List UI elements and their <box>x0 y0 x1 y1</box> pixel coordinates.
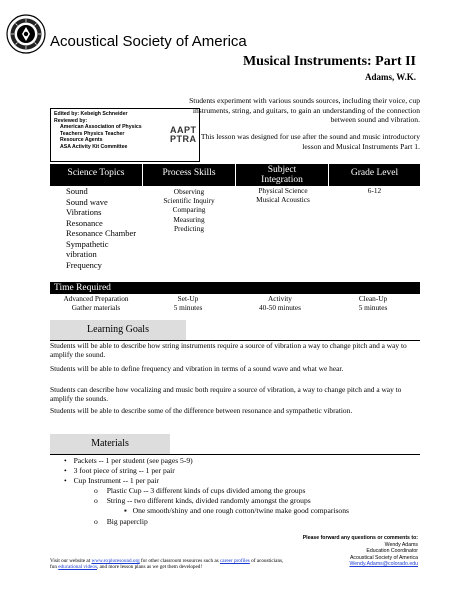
aapt-logo-line2: PTRA <box>170 134 197 144</box>
material-item: • 3 foot piece of string -- 1 per pair <box>64 466 175 475</box>
footer-visit-suffix: , and more lesson plans as we get them developed! <box>96 564 203 571</box>
header-process-skills: Process Skills <box>162 168 216 178</box>
time-value-cleanup: 5 minutes <box>358 303 388 313</box>
learning-goal: Students will be able to describe how string instruments require a source of vibration a way to change pitch and a way to amplify the sound. <box>50 341 407 360</box>
divider <box>50 454 420 455</box>
science-topic: Vibrations <box>66 207 102 217</box>
time-header-prep: Advanced Preparation <box>63 294 129 303</box>
process-skill: Measuring <box>173 214 205 224</box>
science-topic: vibration <box>66 249 97 259</box>
material-sub-sub-item: ▪ One smooth/shiny and one rough cotton/twine make good comparisons <box>124 506 349 515</box>
learning-goal: Students will be able to describe some of the difference between resonance and sympathetic vibration. <box>50 406 353 415</box>
time-prep <box>50 294 142 313</box>
organization-name: Acoustical Society of America <box>50 33 247 50</box>
footer-contact <box>303 535 418 568</box>
learning-goals-heading-box <box>50 320 186 340</box>
material-text: 3 foot piece of string -- 1 per pair <box>73 466 175 475</box>
process-skills-list <box>143 187 235 233</box>
intro-note: This lesson was designed for use after the sound and music introductory lesson and Musical Instruments Part 1. <box>200 132 420 151</box>
science-topic: Sympathetic <box>66 238 109 249</box>
science-topics-list <box>66 186 136 270</box>
time-value-prep: Gather materials <box>71 303 121 313</box>
aapt-ptra-logo <box>170 126 197 144</box>
educational-videos-link[interactable]: educational videos <box>58 564 97 571</box>
material-sub-item: o Plastic Cup -- 3 different kinds of cups divided among the groups <box>94 486 306 495</box>
footer-visit-prefix: Visit our website at <box>50 558 92 564</box>
time-header-setup: Set-Up <box>177 294 199 303</box>
material-sub-text: Plastic Cup -- 3 different kinds of cups divided among the groups <box>106 486 306 495</box>
footer-visit-mid2: of acousticians, fun <box>50 558 284 571</box>
overview-table-header <box>50 164 420 186</box>
asa-logo <box>6 14 46 54</box>
header-science-topics: Science Topics <box>67 168 125 178</box>
time-cleanup <box>326 294 420 313</box>
material-item: • Cup Instrument -- 1 per pair <box>64 476 159 485</box>
column-divider <box>235 164 236 186</box>
author: Adams, W.K. <box>364 72 416 82</box>
learning-goal: Students can describe how vocalizing and music both require a source of vibration, a way to change pitch and a way to amplify the sounds. <box>50 385 402 404</box>
time-activity <box>234 294 326 313</box>
reviewer: Teachers Physics Teacher <box>60 130 125 137</box>
science-topic: Sound <box>66 186 88 196</box>
subject-integration-list <box>235 186 331 204</box>
aapt-logo-line1: AAPT <box>170 125 197 135</box>
time-header-activity: Activity <box>268 294 292 303</box>
process-skill: Predicting <box>174 223 204 233</box>
material-sub-sub-text: One smooth/shiny and one rough cotton/twine make good comparisons <box>132 506 349 515</box>
edited-by: Edited by: Kebeigh Schneider <box>54 111 128 117</box>
material-text: Packets -- 1 per student (see pages 5-9) <box>73 456 193 465</box>
material-sub-text: Big paperclip <box>106 517 148 526</box>
subject-integration: Musical Acoustics <box>256 195 310 205</box>
material-sub-text: String -- two different kinds, divided randomly amongst the groups <box>106 496 311 505</box>
materials-title: Materials <box>91 438 129 449</box>
material-item: • Packets -- 1 per student (see pages 5-9) <box>64 456 193 465</box>
subject-integration: Physical Science <box>258 186 308 195</box>
science-topic: Resonance Chamber <box>66 228 137 238</box>
process-skill: Comparing <box>172 205 206 215</box>
website-link[interactable]: www.exploresound.org <box>91 558 140 564</box>
header-subject-integration: Subject Integration <box>261 165 303 185</box>
material-text: Cup Instrument -- 1 per pair <box>73 476 159 485</box>
contact-email-link[interactable]: Wendy.Adams@colorado.edu <box>349 561 418 568</box>
contact-line: Wendy Adams <box>384 541 418 548</box>
grade-level: 6-12 <box>367 186 382 195</box>
time-value-activity: 40-50 minutes <box>259 303 301 313</box>
material-sub-item: o Big paperclip <box>94 517 148 526</box>
learning-goals-title: Learning Goals <box>87 324 149 335</box>
page-title: Musical Instruments: Part II <box>242 54 416 69</box>
science-topic: Frequency <box>66 259 102 270</box>
contact-line: Please forward any questions or comments to: <box>302 535 418 541</box>
time-required-bar <box>50 282 420 294</box>
footer-visit-mid: for other classroom resources such as <box>139 558 220 564</box>
career-profiles-link[interactable]: career profiles <box>220 558 250 564</box>
header-grade-level: Grade Level <box>350 168 399 178</box>
materials-heading-box <box>50 434 170 454</box>
time-required-title: Time Required <box>54 283 111 293</box>
reviewer: ASA Activity Kit Committee <box>60 143 128 150</box>
time-value-setup: 5 minutes <box>173 303 203 313</box>
time-setup <box>142 294 234 313</box>
material-sub-item: o String -- two different kinds, divided randomly amongst the groups <box>94 496 311 505</box>
learning-goal: Students will be able to define frequency and vibration in terms of a sound wave and what we hear. <box>50 364 344 373</box>
intro-paragraph: Students experiment with various sounds sources, including their voice, cup instruments, string, and guitars, to gain an understanding of the connection between sound and vibration. <box>189 96 420 125</box>
process-skill: Scientific Inquiry <box>163 196 215 206</box>
reviewer: American Association of Physics <box>60 124 142 131</box>
reviewed-by-label: Reviewed by: <box>54 117 88 124</box>
process-skill: Observing <box>173 187 205 196</box>
contact-line: Acoustical Society of America <box>349 554 418 561</box>
science-topic: Resonance <box>66 217 103 228</box>
science-topic: Sound wave <box>66 196 108 207</box>
reviewer: Resource Agents <box>60 137 103 144</box>
footer-visit-text <box>50 558 290 571</box>
time-header-cleanup: Clean-Up <box>358 294 388 303</box>
contact-line: Education Coordinator <box>366 548 418 555</box>
